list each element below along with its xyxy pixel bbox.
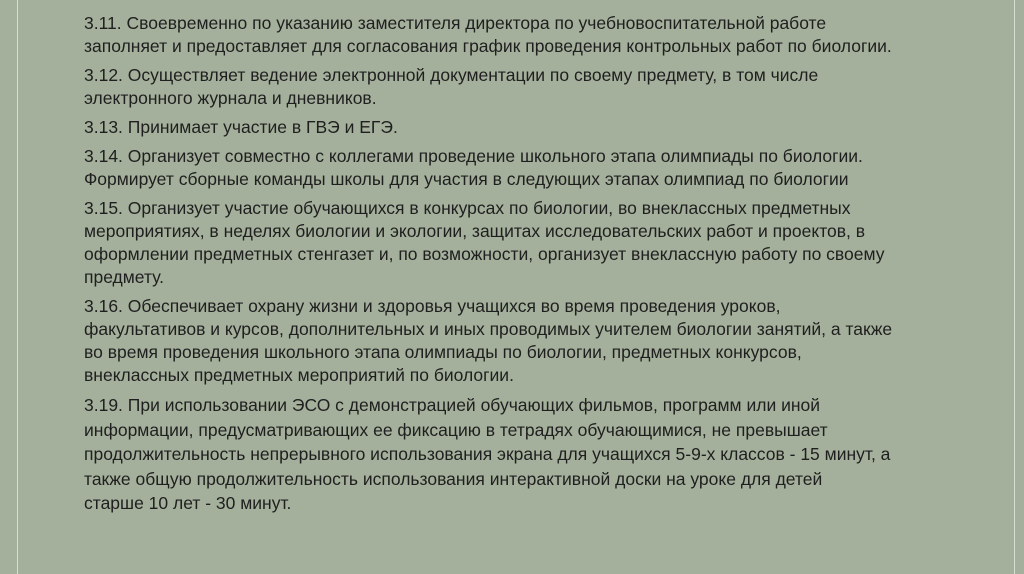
left-border-line bbox=[17, 0, 18, 574]
paragraph-3-16: 3.16. Обеспечивает охрану жизни и здоровья учащихся во время проведения уроков, факультативов и курсов, дополнительных и иных проводимых учителем биологии занятий, а также во время проведения школьного этапа олимпиады по биологии, предметных конкурсов, внеклассных предметных мероприятий по биологии. bbox=[84, 296, 893, 385]
paragraph-3-19: 3.19. При использовании ЭСО с демонстрацией обучающих фильмов, программ или иной информации, предусматривающих ее фиксацию в тетрадях обучающимися, не превышает продолжительность непрерывного использования экрана для учащихся 5-9-х классов - 15 минут, а также общую продолжительность использования интерактивной доски на уроке для детей старше 10 лет - 30 минут. bbox=[84, 395, 891, 513]
paragraph-3-13: 3.13. Принимает участие в ГВЭ и ЕГЭ. bbox=[84, 117, 398, 137]
paragraph-3-14: 3.14. Организует совместно с коллегами проведение школьного этапа олимпиады по биологии. Формирует сборные команды школы для участия в следующих этапах олимпиад по биологии bbox=[84, 146, 863, 189]
paragraph-3-12: 3.12. Осуществляет ведение электронной документации по своему предмету, в том числе электронного журнала и дневников. bbox=[84, 65, 819, 108]
slide-text-body bbox=[84, 12, 1020, 522]
paragraph-3-15: 3.15. Организует участие обучающихся в конкурсах по биологии, во внеклассных предметных мероприятиях, в неделях биологии и экологии, защитах исследовательских работ и проектов, в оформлении предметных стенгазет и, по возможности, организует внеклассную работу по своему предмету. bbox=[84, 198, 885, 287]
paragraph-3-11: 3.11. Своевременно по указанию заместителя директора по учебновоспитательной работе заполняет и предоставляет для согласования график проведения контрольных работ по биологии. bbox=[84, 13, 892, 56]
